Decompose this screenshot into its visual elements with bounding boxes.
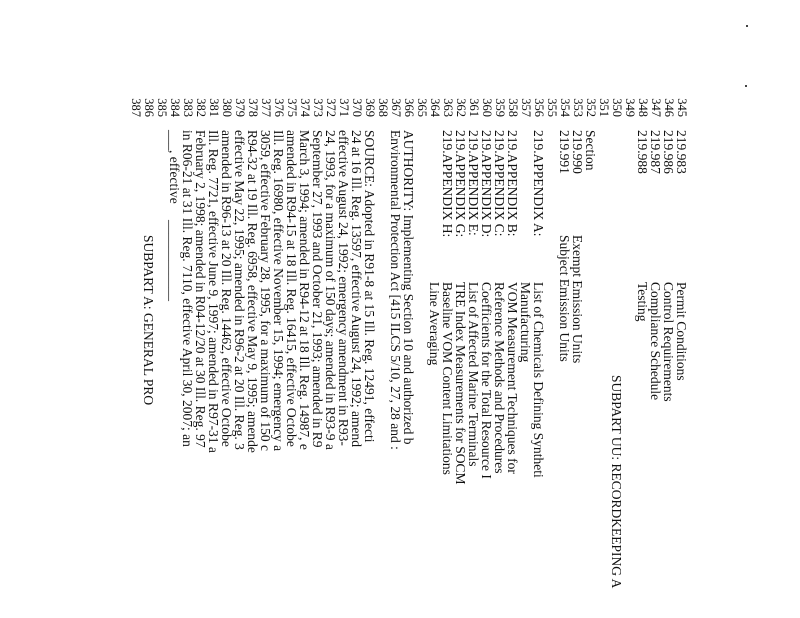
toc-section-title: Control Requirements [661,282,676,402]
appendix-title: Line Averaging [427,282,442,366]
source-line: R94-32 at 19 Ill. Reg. 6958, effective May 9, 1995; amende [245,130,260,453]
line-number: 369 [363,98,377,117]
line-number: 360 [480,98,494,117]
source-line: effective May 22, 1995; amended in R96-2 at 20 Ill. Reg. 3 [232,130,247,450]
appendix-title: Manufacturing [518,282,533,363]
line-number: 372 [324,98,338,117]
source-line: amended in R94-15 at 18 Ill. Reg. 16415, effective Octobe [284,130,299,447]
line-number: 387 [129,98,143,117]
scan-speck [746,25,748,27]
source-blank-trail: ____________ [167,220,182,301]
line-number: 351 [597,98,611,117]
line-number: 359 [493,98,507,117]
appendix-title: VOM Measurement Techniques for [505,282,520,474]
source-line: in R06-21 at 31 Ill. Reg. 7110, effective April 30, 2007; an [180,130,195,447]
section-column-label: Section [583,130,598,171]
appendix-title: Baseline VOM Content Limitations [440,282,455,475]
line-number: 354 [558,98,572,117]
line-number: 361 [467,98,481,117]
toc-section-number: 219.988 [635,130,650,174]
appendix-title: TRE Index Measurements for SOCM [453,282,468,485]
line-number: 349 [623,98,637,117]
line-number: 362 [454,98,468,117]
toc-section-title: Permit Conditions [674,282,689,381]
line-number: 345 [675,98,689,117]
toc-section-title: Exempt Emission Units [570,235,585,364]
authority-line: Environmental Protection Act [415 ILCS 5/10, 27, 28 and : [388,130,403,450]
toc-section-title: Compliance Schedule [648,282,663,401]
line-number: 377 [259,98,273,117]
appendix-title: List of Affected Marine Terminals [466,282,481,467]
source-line: amended in R96-13 at 20 Ill. Reg. 14462, effective Octobe [219,130,234,447]
line-number: 367 [389,98,403,117]
appendix-title: Coefficients for the Total Resource I [479,282,494,479]
line-number: 364 [428,98,442,117]
line-number: 379 [233,98,247,117]
source-line: March 3, 1994; amended in R94-12 at 18 Ill. Reg. 14987, e [297,130,312,450]
line-number: 357 [519,98,533,117]
line-number: 375 [285,98,299,117]
source-effective-text: , effective [167,150,182,204]
source-line: 3059, effective February 28, 1995, for a maximum of 150 c [258,130,273,452]
source-line: 24, 1993, for a maximum of 150 days; amended in R93-9 a [323,130,338,450]
appendix-title: List of Chemicals Defining Syntheti [531,282,546,478]
source-line: February 2, 1998; amended in R04-12/20 at 30 Ill. Reg. 97 [193,130,208,448]
line-number: 358 [506,98,520,117]
subpart-uu-heading: SUBPART UU: RECORDKEEPING A [609,375,624,589]
source-line: SOURCE: Adopted in R91-8 at 15 Ill. Reg. 12491, effecti [362,130,377,443]
line-number: 347 [649,98,663,117]
line-number: 365 [415,98,429,117]
appendix-label: 219.APPENDIX C: [492,130,507,237]
toc-section-number: 219.983 [674,130,689,174]
source-line: effective August 24, 1992; emergency amendment in R93- [336,130,351,446]
source-line: Ill. Reg. 7721, effective June 9, 1997; amended in R97-31 a [206,130,221,453]
appendix-title: Reference Methods and Procedures [492,282,507,474]
line-number: 382 [194,98,208,117]
line-number: 352 [584,98,598,117]
line-number: 348 [636,98,650,117]
line-number: 383 [181,98,195,117]
line-number: 350 [610,98,624,117]
toc-section-number: 219.990 [570,130,585,174]
line-number: 366 [402,98,416,117]
source-line: Ill. Reg. 16980, effective November 15, 1994; emergency a [271,130,286,452]
line-number: 378 [246,98,260,117]
source-blank-lead: ___ [167,130,182,151]
line-number: 363 [441,98,455,117]
toc-section-number: 219.987 [648,130,663,174]
line-number: 386 [142,98,156,117]
appendix-label: 219.APPENDIX D: [479,130,494,238]
source-line: 24 at 16 Ill. Reg. 13597, effective August 24, 1992; amend [349,130,364,447]
appendix-label: 219.APPENDIX E: [466,130,481,236]
line-number: 384 [168,98,182,117]
line-number: 380 [220,98,234,117]
authority-line: AUTHORITY: Implementing Section 10 and authorized b [401,130,416,445]
source-line: September 27, 1993 and October 21, 1993; amended in R9 [310,130,325,448]
appendix-label: 219.APPENDIX B: [505,130,520,237]
line-number: 368 [376,98,390,117]
scan-speck [745,85,747,87]
line-number: 376 [272,98,286,117]
appendix-label: 219.APPENDIX A: [531,130,546,237]
line-number: 356 [532,98,546,117]
toc-section-title: Subject Emission Units [557,235,572,362]
line-number: 381 [207,98,221,117]
toc-section-number: 219.986 [661,130,676,174]
line-number: 373 [311,98,325,117]
toc-section-number: 219.991 [557,130,572,174]
line-number: 385 [155,98,169,117]
line-number: 370 [350,98,364,117]
line-number: 353 [571,98,585,117]
line-number: 346 [662,98,676,117]
toc-section-title: Testing [635,282,650,322]
subpart-a-heading: SUBPART A: GENERAL PRO [141,235,156,406]
appendix-label: 219.APPENDIX H: [440,130,455,238]
appendix-label: 219.APPENDIX G: [453,130,468,238]
line-number: 374 [298,98,312,117]
line-number: 355 [545,98,559,117]
line-number: 371 [337,98,351,117]
